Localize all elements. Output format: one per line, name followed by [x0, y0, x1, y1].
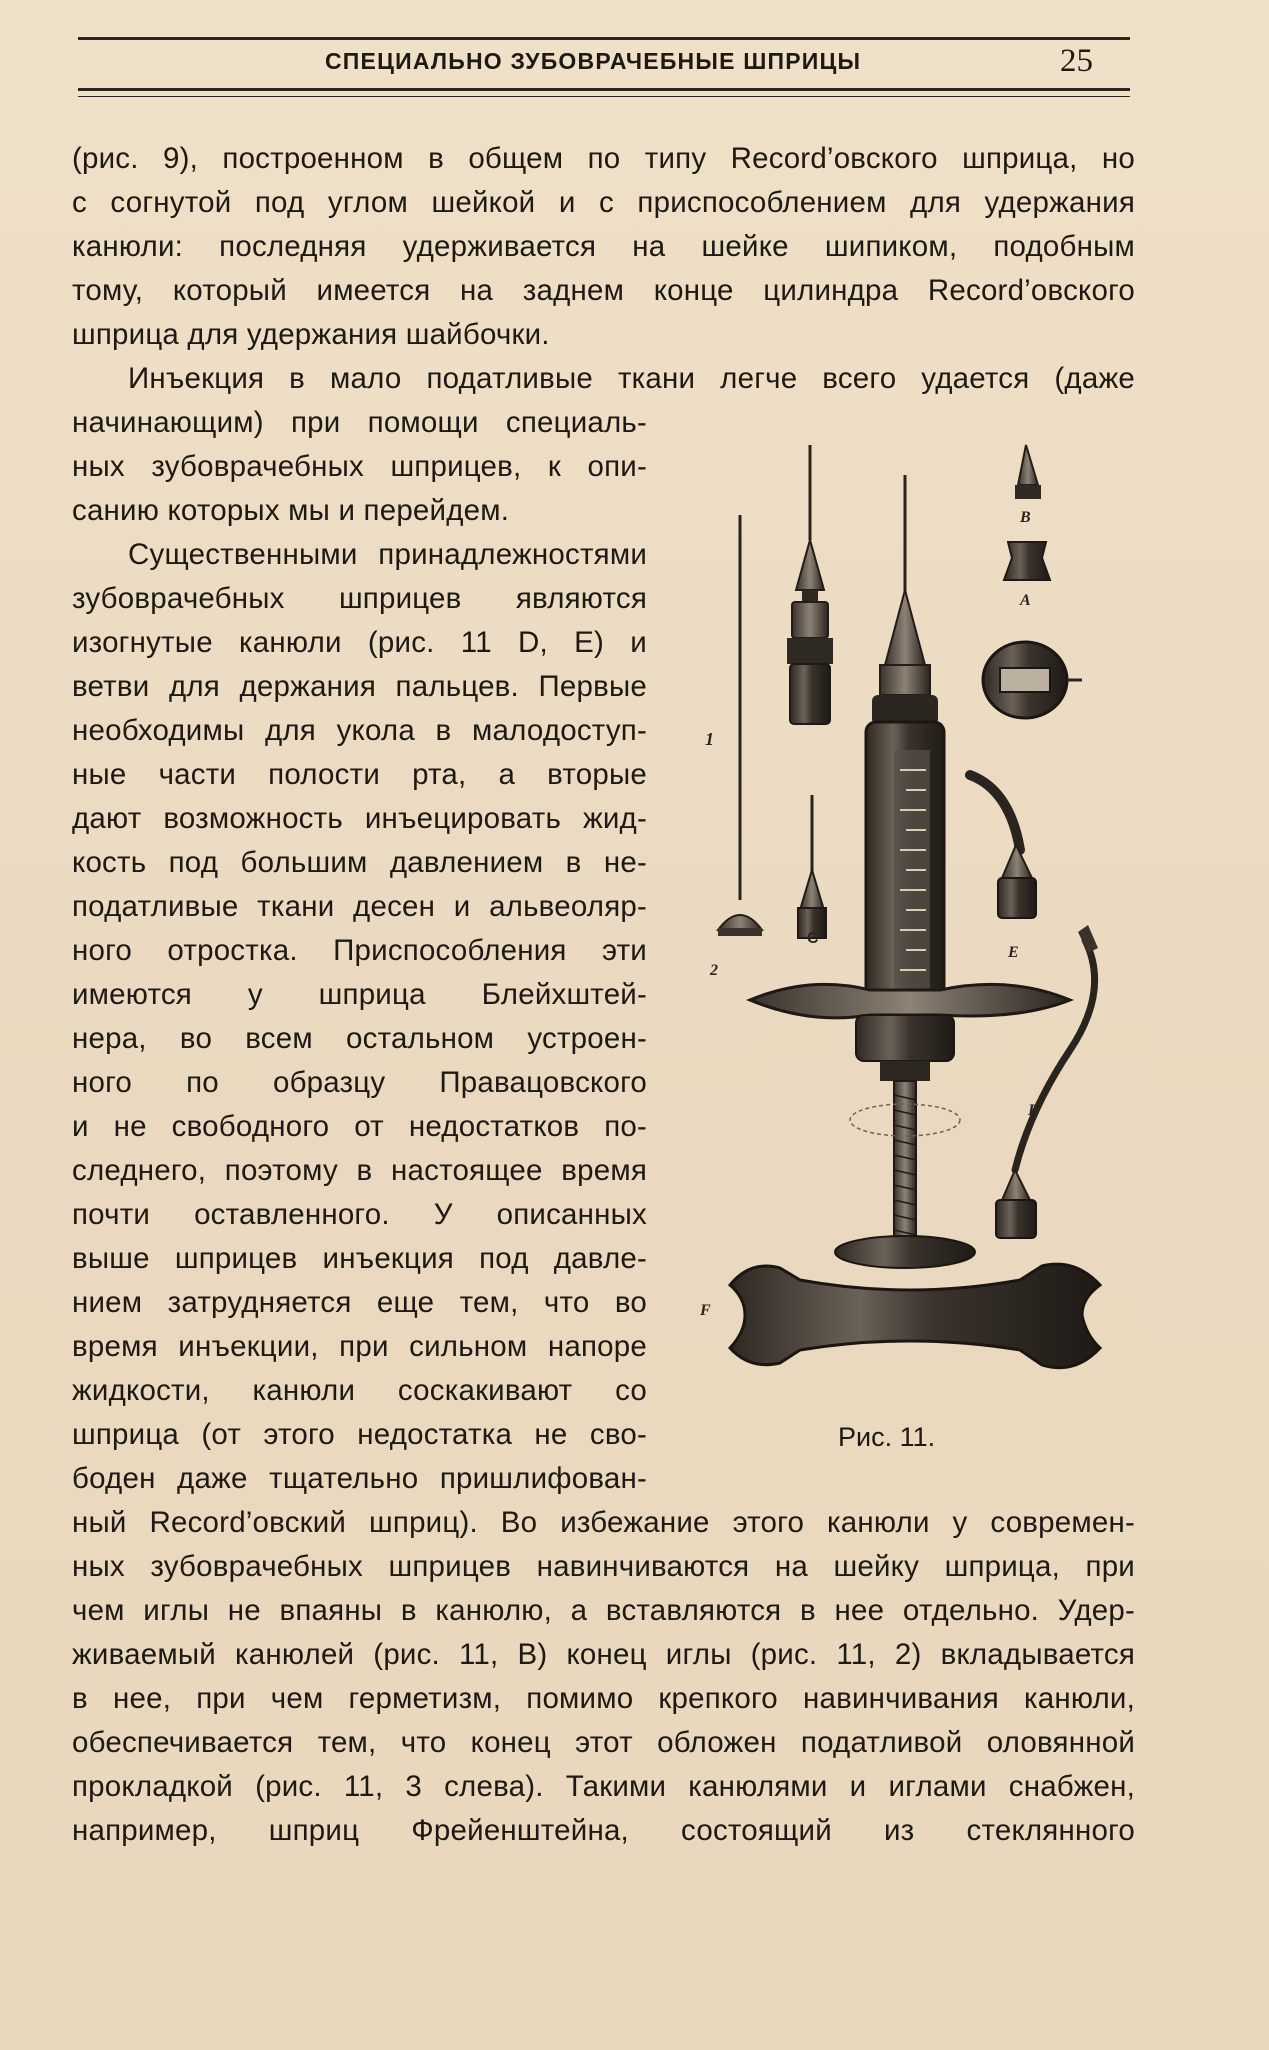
- bent-cannula-e: [970, 775, 1036, 918]
- text-line: чем иглы не впаяны в канюлю, а вставляются в нее отдельно. Удер-: [72, 1594, 1135, 1627]
- text-line: Существенными принадлежностями: [128, 538, 647, 571]
- figure-label-a: A: [1020, 592, 1031, 609]
- text-line: податливые ткани десен и альвеоляр-: [72, 890, 647, 923]
- text-line: прокладкой (рис. 11, 3 слева). Такими канюлями и иглами снабжен,: [72, 1770, 1135, 1803]
- bent-cannula-d: [996, 925, 1098, 1238]
- text-line: Инъекция в мало податливые ткани легче всего удается (даже: [128, 362, 1135, 395]
- text-line: ветви для держания пальцев. Первые: [72, 670, 647, 703]
- header-rule-bottom-thin: [78, 96, 1130, 97]
- text-line: ные части полости рта, а вторые: [72, 758, 647, 791]
- text-line: санию которых мы и перейдем.: [72, 494, 510, 527]
- long-needle: [718, 515, 762, 936]
- header-rule-bottom: [78, 88, 1130, 91]
- text-line: необходимы для укола в малодоступ-: [72, 714, 647, 747]
- page-number: 25: [1060, 43, 1093, 79]
- running-title: СПЕЦИАЛЬНО ЗУБОВРАЧЕБНЫЕ ШПРИЦЫ: [325, 48, 862, 74]
- cap-b: [1015, 445, 1041, 499]
- text-line: обеспечивается тем, что конец этот обложен податливой оловянной: [72, 1726, 1135, 1759]
- text-line: живаемый канюлей (рис. 11, B) конец иглы (рис. 11, 2) вкладывается: [72, 1638, 1135, 1671]
- text-line: ного по образцу Правацовского: [72, 1066, 647, 1099]
- text-line: ный Record’овский шприц). Во избежание этого канюли у современ-: [72, 1506, 1135, 1539]
- text-line: нием затрудняется еще тем, что во: [72, 1286, 647, 1319]
- text-line: ных зубоврачебных шприцев навинчиваются на шейку шприца, при: [72, 1550, 1135, 1583]
- text-line: шприца для удержания шайбочки.: [72, 318, 550, 351]
- text-line: ного отростка. Приспособления эти: [72, 934, 647, 967]
- text-line: дают возможность инъецировать жид-: [72, 802, 647, 835]
- text-line: боден даже тщательно пришлифован-: [72, 1462, 647, 1495]
- text-line: почти оставленного. У описанных: [72, 1198, 647, 1231]
- text-line: тому, который имеется на заднем конце цилиндра Record’овского: [72, 274, 1135, 307]
- text-line: например, шприц Фрейенштейна, состоящий из стеклянного: [72, 1814, 1135, 1847]
- text-line: и не свободного от недостатков по-: [72, 1110, 647, 1143]
- text-line: кость под большим давлением в не-: [72, 846, 647, 879]
- text-line: ных зубоврачебных шприцев, к опи-: [72, 450, 647, 483]
- syringe-drawing: [690, 430, 1130, 1380]
- text-line: начинающим) при помощи специаль-: [72, 406, 647, 439]
- cannula-c: [798, 795, 826, 938]
- figure-label-1: 1: [705, 729, 714, 749]
- figure-syringe-illustration: [690, 430, 1130, 1380]
- washer-disk: [983, 642, 1082, 718]
- text-line: (рис. 9), построенном в общем по типу Record’овского шприца, но: [72, 142, 1135, 175]
- text-line: нера, во всем остальном устроен-: [72, 1022, 647, 1055]
- text-line: с согнутой под углом шейкой и с приспособлением для удержания: [72, 186, 1135, 219]
- text-line: следнего, поэтому в настоящее время: [72, 1154, 647, 1187]
- figure-label-e: E: [1008, 944, 1019, 961]
- text-line: время инъекции, при сильном напоре: [72, 1330, 647, 1363]
- text-line: изогнутые канюли (рис. 11 D, E) и: [72, 626, 647, 659]
- text-line: имеются у шприца Блейхштей-: [72, 978, 647, 1011]
- text-line: жидкости, канюли соскакивают со: [72, 1374, 647, 1407]
- figure-label-b: B: [1020, 509, 1031, 526]
- figure-caption: Рис. 11.: [838, 1422, 936, 1452]
- figure-label-2: 2: [710, 962, 718, 979]
- figure-label-c: C: [807, 930, 819, 947]
- nut-a: [1004, 542, 1050, 580]
- header-rule-top: [78, 37, 1130, 40]
- figure-label-d: D: [1028, 1102, 1040, 1119]
- text-line: шприца (от этого недостатка не сво-: [72, 1418, 647, 1451]
- wrench-f: [730, 1264, 1100, 1368]
- text-line: в нее, при чем герметизм, помимо крепкого навинчивания канюли,: [72, 1682, 1135, 1715]
- cannula-with-needle: [787, 445, 833, 724]
- figure-label-f: F: [700, 1302, 711, 1319]
- text-line: канюли: последняя удерживается на шейке шипиком, подобным: [72, 230, 1135, 263]
- text-line: зубоврачебных шприцев являются: [72, 582, 647, 615]
- text-line: выше шприцев инъекция под давле-: [72, 1242, 647, 1275]
